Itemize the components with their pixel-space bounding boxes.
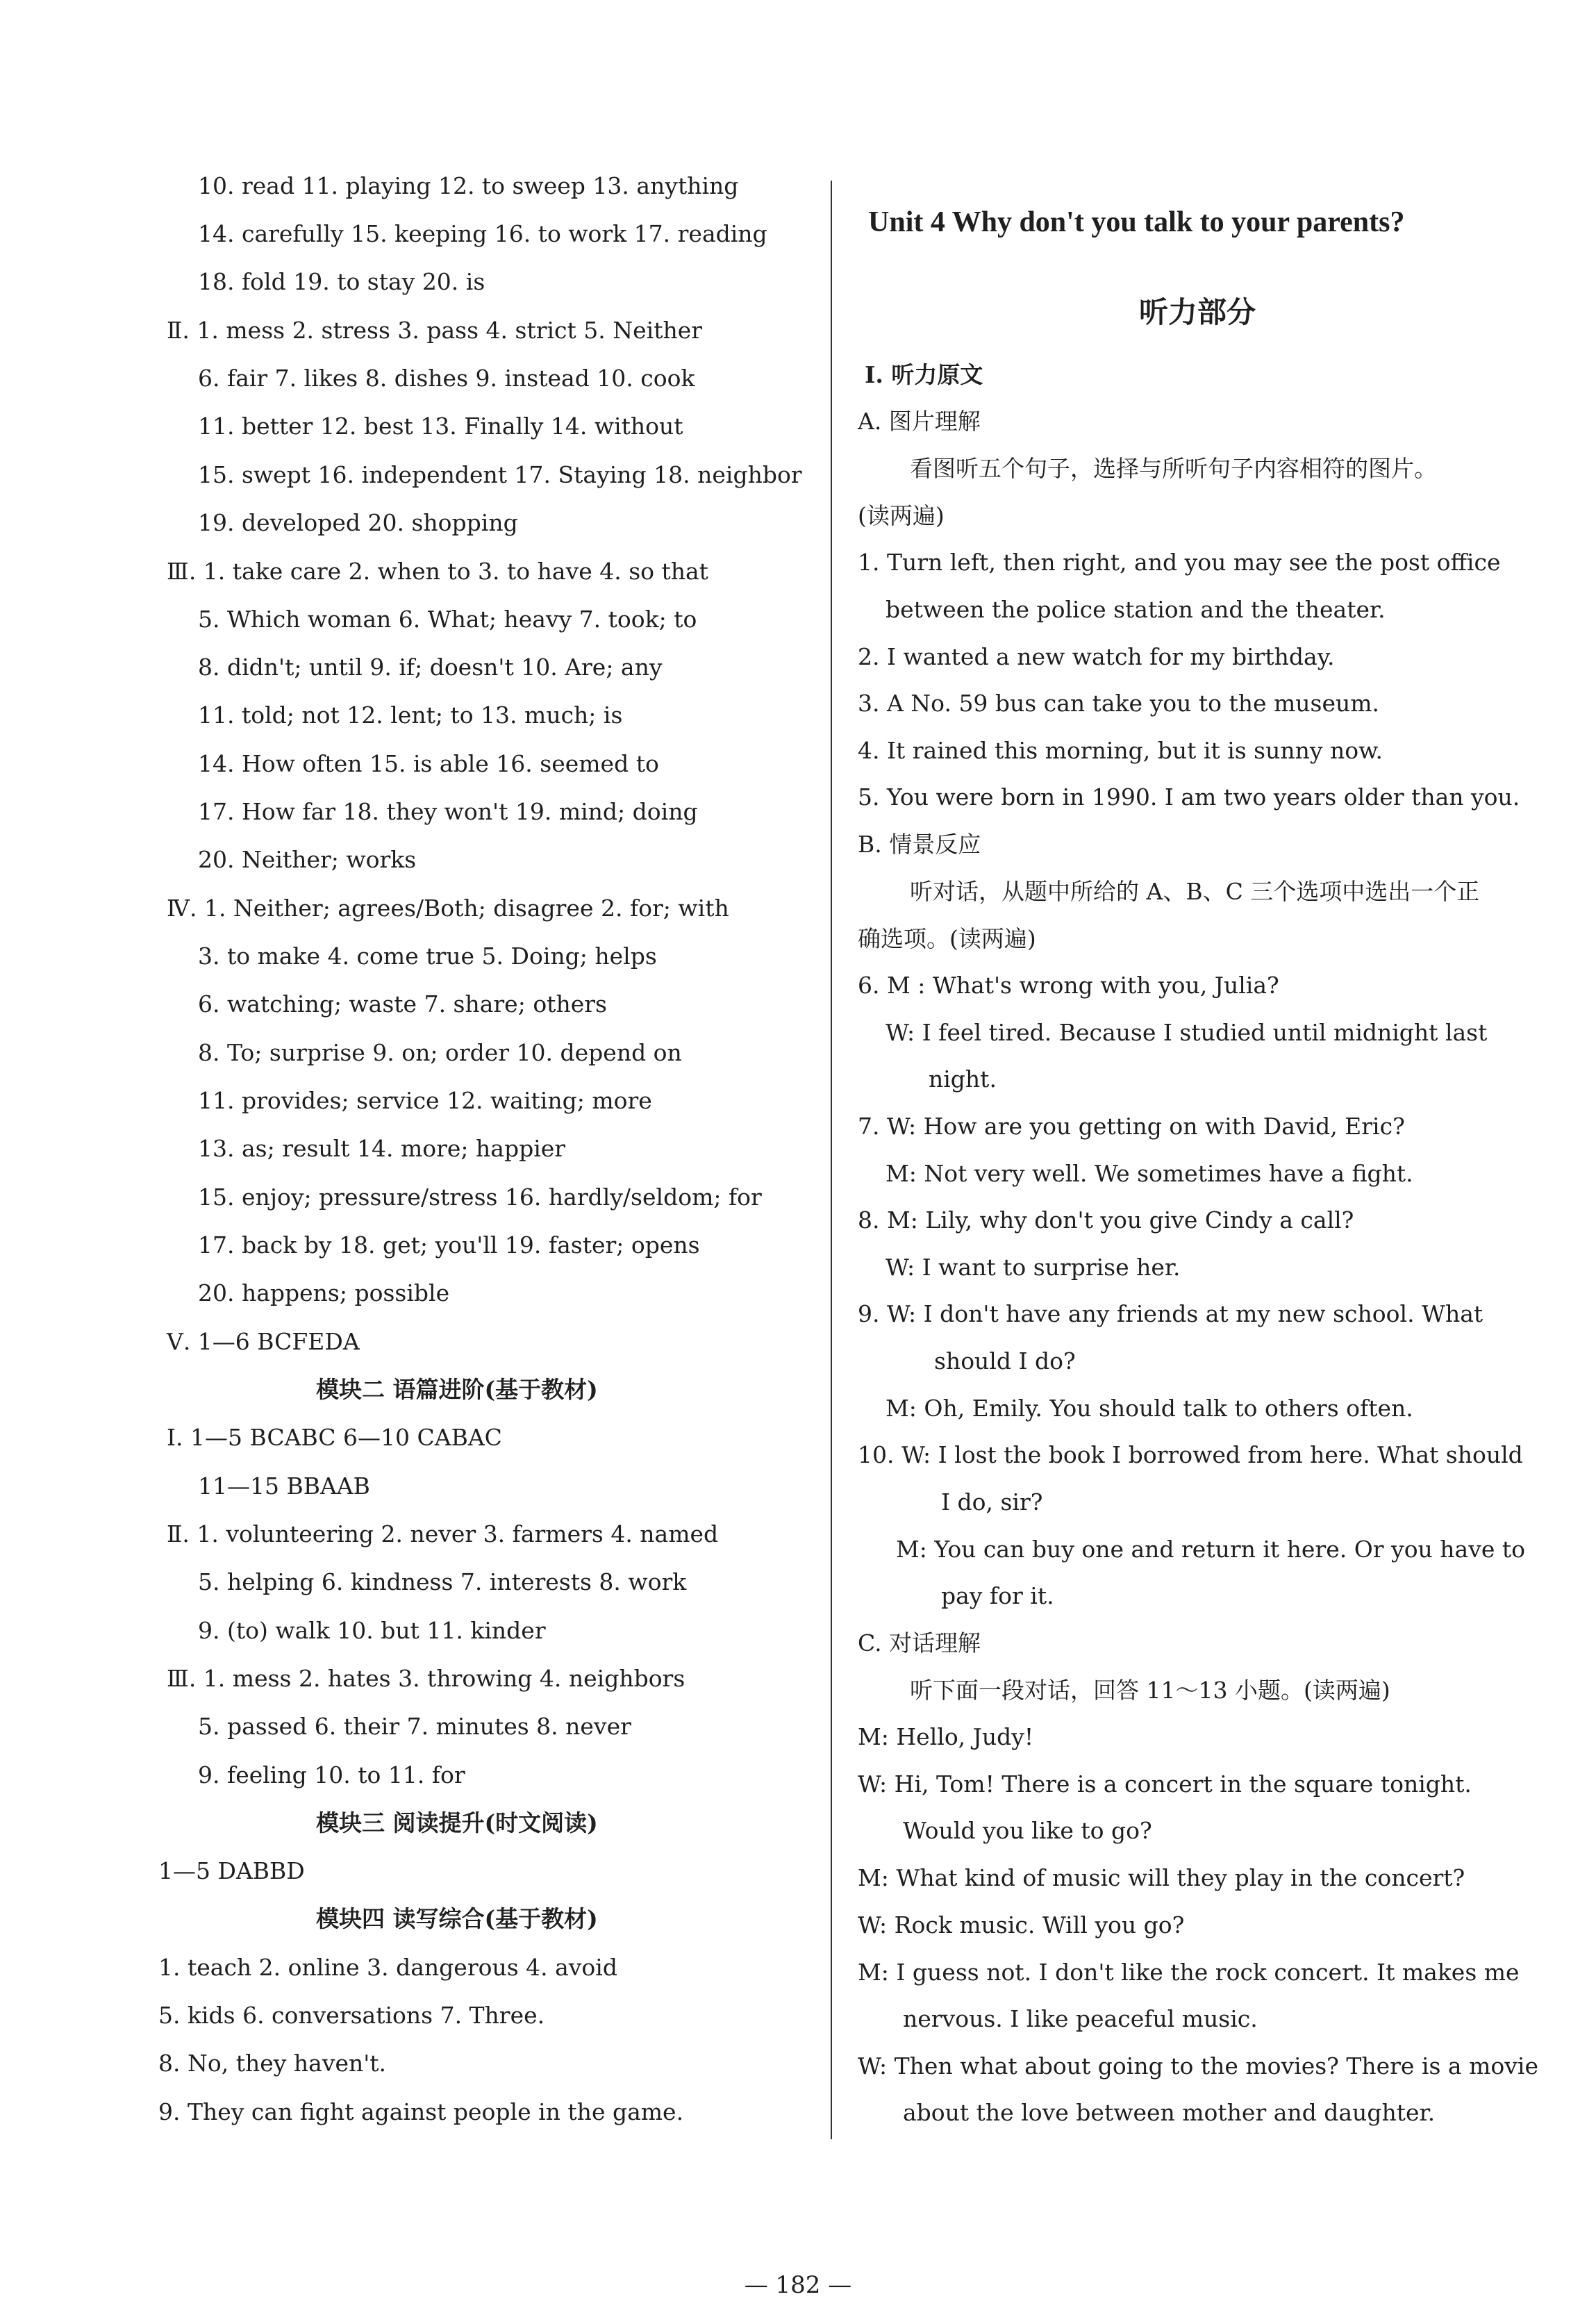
left_column-line-3: Ⅱ. 1. mess 2. stress 3. pass 4. strict 5. Neither — [167, 317, 703, 344]
left_column-line-25: 模块二 语篇进阶(基于教材) — [316, 1376, 598, 1403]
left_column-line-26: Ⅰ. 1—5 BCABC 6—10 CABAC — [167, 1424, 502, 1451]
right_column-line-25: M: You can buy one and return it here. Or you have to — [896, 1536, 1526, 1563]
right_column-line-6: 2. I wanted a new watch for my birthday. — [858, 643, 1335, 670]
right_column-line-12: 确选项。(读两遍) — [858, 925, 1036, 952]
left_column-line-16: 3. to make 4. come true 5. Doing; helps — [198, 943, 657, 970]
right_column-line-11: 听对话，从题中所给的 A、B、C 三个选项中选出一个正 — [910, 878, 1480, 905]
left_column-line-18: 8. To; surprise 9. on; order 10. depend on — [198, 1039, 682, 1066]
page-number: — 182 — — [744, 2271, 852, 2299]
right_column-line-26: pay for it. — [941, 1582, 1054, 1609]
left_column-line-27: 11—15 BBAAB — [198, 1472, 370, 1500]
left_column-line-40: 9. They can fight against people in the game. — [158, 2098, 684, 2125]
right_column-line-9: 5. You were born in 1990. I am two years older than you. — [858, 783, 1520, 811]
left_column-line-5: 11. better 12. best 13. Finally 14. without — [198, 413, 683, 440]
left_column-line-37: 1. teach 2. online 3. dangerous 4. avoid — [158, 1954, 617, 1981]
right_column-line-24: I do, sir? — [941, 1488, 1043, 1516]
right_column-line-17: M: Not very well. We sometimes have a fight. — [886, 1160, 1413, 1187]
unit-title: Unit 4 Why don't you talk to your parents? — [868, 206, 1405, 238]
right_column-line-13: 6. M : What's wrong with you, Julia? — [858, 972, 1279, 999]
right_column-line-28: 听下面一段对话，回答 11～13 小题。(读两遍) — [910, 1677, 1390, 1704]
right_column-line-5: between the police station and the theater. — [886, 596, 1386, 623]
left_column-line-8: Ⅲ. 1. take care 2. when to 3. to have 4. so that — [167, 558, 708, 585]
left_column-line-38: 5. kids 6. conversations 7. Three. — [158, 2002, 545, 2029]
right_column-line-16: 7. W: How are you getting on with David, Eric? — [858, 1113, 1405, 1140]
left_column-line-15: Ⅳ. 1. Neither; agrees/Both; disagree 2. for; with — [167, 895, 729, 922]
left_column-line-0: 10. read 11. playing 12. to sweep 13. anything — [198, 172, 739, 199]
left_column-line-31: Ⅲ. 1. mess 2. hates 3. throwing 4. neighbors — [167, 1665, 685, 1692]
right_column-line-30: W: Hi, Tom! There is a concert in the square tonight. — [858, 1770, 1472, 1798]
right_column-line-1: A. 图片理解 — [858, 408, 981, 435]
left_column-line-19: 11. provides; service 12. waiting; more — [198, 1087, 652, 1114]
left_column-line-10: 8. didn't; until 9. if; doesn't 10. Are; any — [198, 654, 663, 681]
left_column-line-23: 20. happens; possible — [198, 1279, 450, 1306]
right_column-line-31: Would you like to go? — [903, 1817, 1152, 1844]
left_column-line-7: 19. developed 20. shopping — [198, 509, 518, 536]
right_column-line-34: M: I guess not. I don't like the rock concert. It makes me — [858, 1959, 1520, 1986]
right_column-line-22: M: Oh, Emily. You should talk to others often. — [886, 1395, 1413, 1422]
left_column-line-39: 8. No, they haven't. — [158, 2050, 387, 2077]
left_column-line-13: 17. How far 18. they won't 19. mind; doing — [198, 798, 698, 825]
left_column-line-4: 6. fair 7. likes 8. dishes 9. instead 10. cook — [198, 365, 695, 392]
right_column-line-2: 看图听五个句子，选择与所听句子内容相符的图片。 — [910, 455, 1437, 482]
left_column-line-33: 9. feeling 10. to 11. for — [198, 1761, 465, 1788]
left_column-line-35: 1—5 DABBD — [158, 1857, 305, 1884]
right_column-line-32: M: What kind of music will they play in the concert? — [858, 1864, 1465, 1891]
right_column-line-14: W: I feel tired. Because I studied until midnight last — [886, 1019, 1488, 1046]
left_column-line-30: 9. (to) walk 10. but 11. kinder — [198, 1617, 546, 1644]
right_column-line-35: nervous. I like peaceful music. — [903, 2005, 1258, 2032]
right_column-line-3: (读两遍) — [858, 502, 945, 529]
right_column-line-8: 4. It rained this morning, but it is sunny now. — [858, 737, 1383, 764]
left_column-line-34: 模块三 阅读提升(时文阅读) — [316, 1809, 598, 1836]
right_column-line-23: 10. W: I lost the book I borrowed from here. What should — [858, 1441, 1523, 1468]
right_column-line-18: 8. M: Lily, why don't you give Cindy a call? — [858, 1206, 1354, 1234]
section-title: 听力部分 — [1139, 295, 1256, 329]
left_column-line-1: 14. carefully 15. keeping 16. to work 17. reading — [198, 220, 767, 247]
right_column-line-37: about the love between mother and daughter. — [903, 2099, 1436, 2126]
left_column-line-20: 13. as; result 14. more; happier — [198, 1135, 566, 1162]
left_column-line-24: Ⅴ. 1—6 BCFEDA — [167, 1328, 360, 1355]
left_column-line-6: 15. swept 16. independent 17. Staying 18. neighbor — [198, 461, 802, 488]
right_column-line-15: night. — [929, 1065, 997, 1093]
right_column-line-7: 3. A No. 59 bus can take you to the museum. — [858, 690, 1380, 717]
right_column-line-10: B. 情景反应 — [858, 831, 981, 858]
left_column-line-28: Ⅱ. 1. volunteering 2. never 3. farmers 4. named — [167, 1520, 719, 1547]
right_column-line-0: Ⅰ. 听力原文 — [865, 361, 983, 388]
left_column-line-14: 20. Neither; works — [198, 846, 417, 873]
right_column-line-33: W: Rock music. Will you go? — [858, 1911, 1185, 1939]
left_column-line-12: 14. How often 15. is able 16. seemed to — [198, 750, 659, 777]
right_column-line-20: 9. W: I don't have any friends at my new school. What — [858, 1300, 1483, 1327]
right_column-line-4: 1. Turn left, then right, and you may see the post office — [858, 549, 1501, 576]
left_column-line-32: 5. passed 6. their 7. minutes 8. never — [198, 1713, 631, 1740]
left_column-line-2: 18. fold 19. to stay 20. is — [198, 268, 485, 295]
left_column-line-22: 17. back by 18. get; you'll 19. faster; opens — [198, 1231, 700, 1259]
left_column-line-29: 5. helping 6. kindness 7. interests 8. work — [198, 1568, 687, 1595]
left_column-line-11: 11. told; not 12. lent; to 13. much; is — [198, 702, 623, 729]
right_column-line-27: C. 对话理解 — [858, 1629, 981, 1657]
left_column-line-17: 6. watching; waste 7. share; others — [198, 990, 607, 1018]
right_column-line-29: M: Hello, Judy! — [858, 1723, 1034, 1750]
column-divider — [831, 181, 832, 2139]
right_column-line-36: W: Then what about going to the movies? There is a movie — [858, 2052, 1538, 2080]
left_column-line-36: 模块四 读写综合(基于教材) — [316, 1905, 598, 1932]
left_column-line-21: 15. enjoy; pressure/stress 16. hardly/seldom; for — [198, 1184, 762, 1211]
left_column-line-9: 5. Which woman 6. What; heavy 7. took; to — [198, 606, 697, 633]
right_column-line-21: should I do? — [934, 1347, 1076, 1375]
right_column-line-19: W: I want to surprise her. — [886, 1254, 1181, 1281]
